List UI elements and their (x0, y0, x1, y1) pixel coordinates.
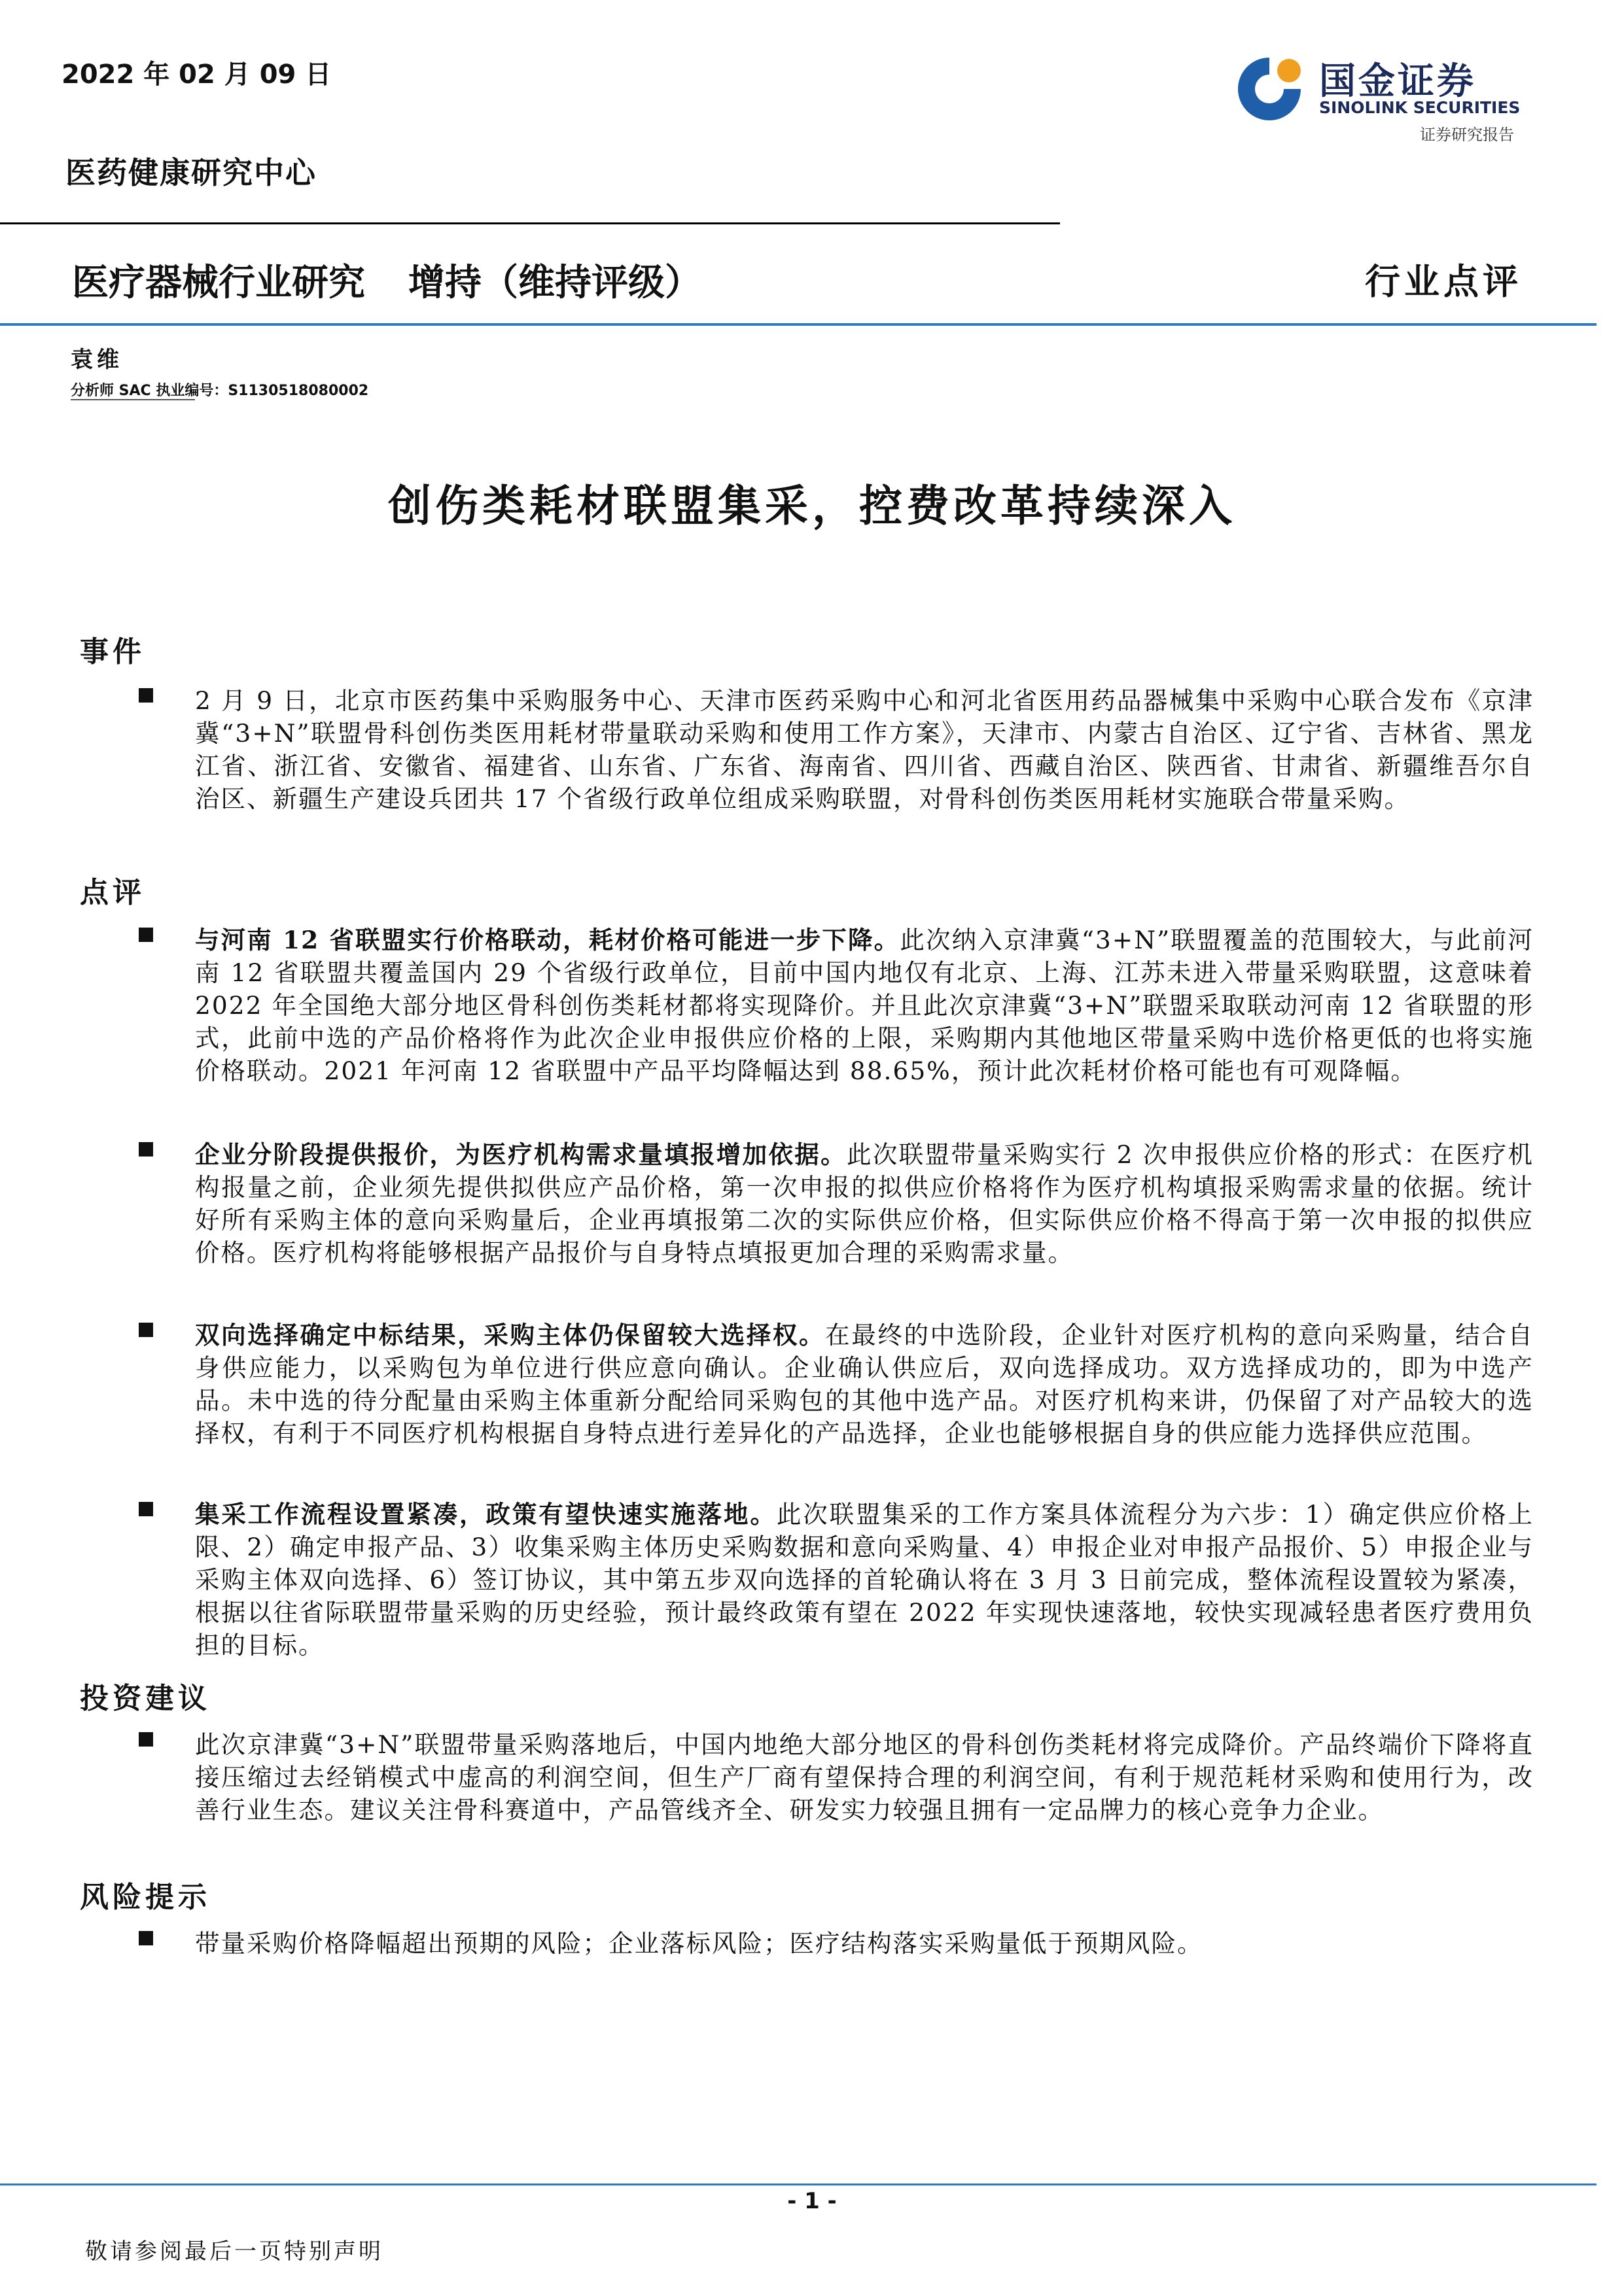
title-divider (0, 323, 1597, 326)
analyst-sac-number: 分析师 SAC 执业编号：S1130518080002 (71, 383, 369, 399)
company-logo (1235, 51, 1544, 124)
rating: 增持（维持评级） (408, 262, 701, 304)
report-date: 2022 年 02 月 09 日 (62, 60, 332, 90)
paragraph: 企业分阶段提供报价，为医疗机构需求量填报增加依据。此次联盟带量采购实行 2 次申报供应价格的形式：在医疗机构报量之前，企业须先提供拟供应产品价格，第一次申报的拟供应价格将作为医疗机构填报采购需求量的依据。统计好所有采购主体的意向采购量后，企业再填报第二次的实际供应价格，但实际供应价格不得高于第一次申报的拟供应价格。医疗机构将能够根据产品报价与自身特点填报更加合理的采购需求量。 (195, 1140, 1534, 1267)
logo-mark-icon (1235, 51, 1307, 123)
paragraph: 双向选择确定中标结果，采购主体仍保留较大选择权。在最终的中选阶段，企业针对医疗机构的意向采购量，结合自身供应能力，以采购包为单位进行供应意向确认。企业确认供应后，双向选择成功。双方选择成功的，即为中选产品。未中选的待分配量由采购主体重新分配给同采购包的其他中选产品。对医疗机构来讲，仍保留了对产品较大的选择权，有利于不同医疗机构根据自身特点进行差异化的产品选择，企业也能够根据自身的供应能力选择供应范围。 (195, 1321, 1534, 1448)
bullet-icon (139, 1732, 153, 1747)
bullet-icon (139, 1931, 153, 1945)
bullet-icon (139, 1502, 153, 1516)
bullet-icon (139, 928, 153, 942)
list-item (139, 1927, 1534, 1960)
logo-chinese-name: 国金证券 (1319, 60, 1476, 103)
paragraph-lead: 企业分阶段提供报价，为医疗机构需求量填报增加依据。 (195, 1140, 847, 1169)
list-item (139, 924, 1534, 1087)
industry-name: 医疗器械行业研究 (72, 262, 365, 304)
list-item (139, 1498, 1534, 1661)
analyst-underline (71, 399, 195, 400)
page-number: - 1 - (787, 2188, 837, 2214)
bullet-icon (139, 1142, 153, 1157)
industry-rating-line (72, 254, 701, 306)
list-item (139, 1138, 1534, 1269)
list-item (139, 1319, 1534, 1450)
paragraph-lead: 集采工作流程设置紧凑，政策有望快速实施落地。 (195, 1500, 777, 1529)
header-divider (0, 222, 1060, 224)
section-heading-comment: 点评 (80, 876, 145, 909)
section-heading-event: 事件 (80, 635, 145, 669)
paragraph-lead: 与河南 12 省联盟实行价格联动，耗材价格可能进一步下降。 (195, 926, 900, 954)
report-category-label: 证券研究报告 (1420, 126, 1514, 144)
paragraph: 集采工作流程设置紧凑，政策有望快速实施落地。此次联盟集采的工作方案具体流程分为六步：1）确定供应价格上限、2）确定申报产品、3）收集采购主体历史采购数据和意向采购量、4）申报企业对申报产品报价、5）申报企业与采购主体双向选择、6）签订协议，其中第五步双向选择的首轮确认将在 3 月 3 日前完成，整体流程设置较为紧凑，根据以往省际联盟带量采购的历史经验，预计最终政策有望在 2022 年实现快速落地，较快实现减轻患者医疗费用负担的目标。 (195, 1500, 1534, 1660)
section-heading-risk: 风险提示 (80, 1881, 211, 1914)
research-center: 医药健康研究中心 (65, 155, 317, 190)
paragraph: 与河南 12 省联盟实行价格联动，耗材价格可能进一步下降。此次纳入京津冀“3+N”联盟覆盖的范围较大，与此前河南 12 省联盟共覆盖国内 29 个省级行政单位，目前中国内地仅有北京、上海、江苏未进入带量采购联盟，这意味着 2022 年全国绝大部分地区骨科创伤类耗材都将实现降价。并且此次京津冀“3+N”联盟采取联动河南 12 省联盟的形式，此前中选的产品价格将作为此次企业申报供应价格的上限，采购期内其他地区带量采购中选价格更低的也将实施价格联动。2021 年河南 12 省联盟中产品平均降幅达到 88.65%，预计此次耗材价格可能也有可观降幅。 (195, 926, 1534, 1085)
logo-english-name: SINOLINK SECURITIES (1319, 98, 1521, 117)
disclaimer-note: 敬请参阅最后一页特别声明 (85, 2238, 383, 2265)
report-title: 创伤类耗材联盟集采，控费改革持续深入 (388, 480, 1236, 531)
bullet-icon (139, 688, 153, 703)
footer-divider (0, 2183, 1597, 2185)
paragraph: 带量采购价格降幅超出预期的风险；企业落标风险；医疗结构落实采购量低于预期风险。 (195, 1929, 1203, 1958)
section-heading-investment: 投资建议 (80, 1682, 211, 1715)
bullet-icon (139, 1323, 153, 1337)
list-item (139, 1728, 1534, 1826)
report-type: 行业点评 (1365, 260, 1522, 302)
analyst-name: 袁维 (71, 347, 123, 373)
list-item (139, 684, 1534, 815)
paragraph: 此次京津冀“3+N”联盟带量采购落地后，中国内地绝大部分地区的骨科创伤类耗材将完成降价。产品终端价下降将直接压缩过去经销模式中虚高的利润空间，但生产厂商有望保持合理的利润空间，有利于规范耗材采购和使用行为，改善行业生态。建议关注骨科赛道中，产品管线齐全、研发实力较强且拥有一定品牌力的核心竞争力企业。 (195, 1730, 1534, 1824)
paragraph: 2 月 9 日，北京市医药集中采购服务中心、天津市医药采购中心和河北省医用药品器械集中采购中心联合发布《京津冀“3+N”联盟骨科创伤类医用耗材带量联动采购和使用工作方案》，天津市、内蒙古自治区、辽宁省、吉林省、黑龙江省、浙江省、安徽省、福建省、山东省、广东省、海南省、四川省、西藏自治区、陕西省、甘肃省、新疆维吾尔自治区、新疆生产建设兵团共 17 个省级行政单位组成采购联盟，对骨科创伤类医用耗材实施联合带量采购。 (195, 686, 1534, 813)
paragraph-lead: 双向选择确定中标结果，采购主体仍保留较大选择权。 (195, 1321, 826, 1349)
